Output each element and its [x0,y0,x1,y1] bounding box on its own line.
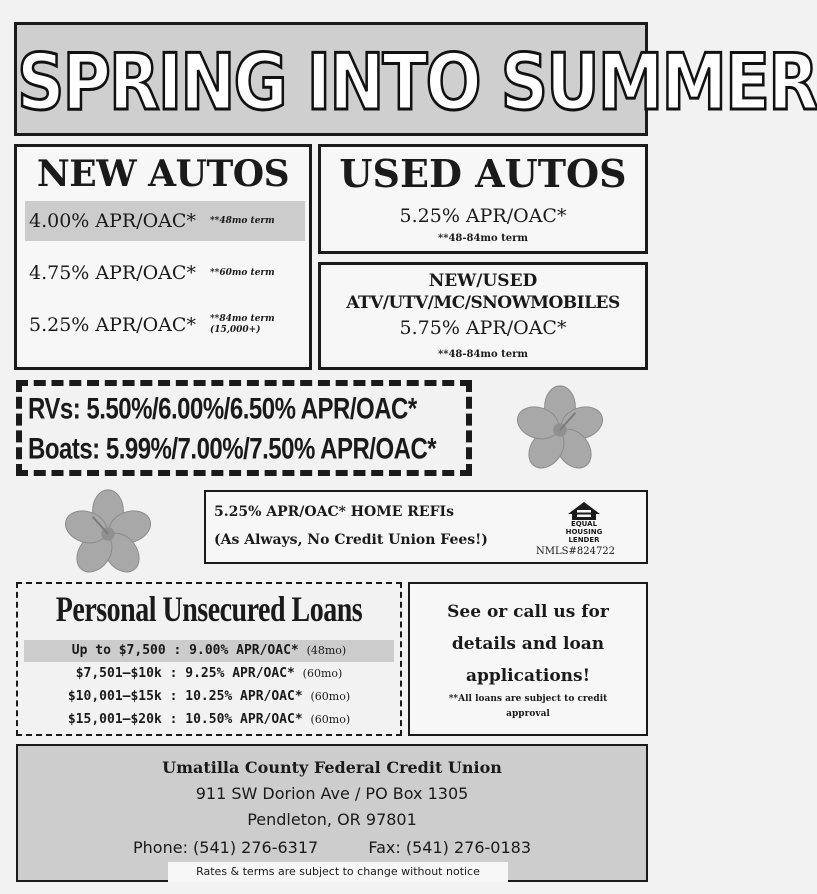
lender-logo-text: EQUAL HOUSING LENDER [565,520,603,544]
refi-rate: 5.25% APR/OAC* HOME REFIs [214,504,454,520]
used-autos-term: **48-84mo term [437,233,528,244]
call-us-line: applications! [465,666,591,686]
atv-rate: 5.75% APR/OAC* [399,317,567,339]
loan-term: (60mo) [310,713,351,726]
disclaimer-notice: Rates & terms are subject to change without notice [168,862,508,882]
call-us-box [408,582,648,736]
loan-row [24,663,394,685]
refi-note: (As Always, No Credit Union Fees!) [214,532,488,548]
term-amount: (15,000+) [209,325,261,335]
atv-title-line2: ATV/UTV/MC/SNOWMOBILES [346,293,620,313]
banner-title: SPRING INTO SUMMER [17,37,817,128]
rate-text: 4.00% APR/OAC* [29,210,196,232]
personal-loans-title: Personal Unsecured Loans [55,590,363,631]
call-us-line: See or call us for [447,602,609,622]
rate-text: 5.25% APR/OAC* [29,314,196,336]
phone-number: Phone: (541) 276-6317 [133,838,319,857]
new-auto-rate-row [25,303,305,347]
atv-box [318,262,648,370]
contact-numbers [18,838,646,857]
call-us-text [410,596,646,692]
loan-text: $7,501—$10k : 9.25% APR/OAC* [75,666,295,681]
approval-note-line: **All loans are subject to credit [448,694,608,704]
atv-title-line1: NEW/USED [428,271,538,291]
new-autos-title: NEW AUTOS [36,153,290,195]
rv-boats-box [16,380,472,476]
term-text: **48mo term [209,215,275,226]
loan-text: Up to $7,500 : 9.00% APR/OAC* [71,643,299,658]
new-auto-rate-row [25,201,305,241]
fax-number: Fax: (541) 276-0183 [368,838,531,857]
loan-term: (60mo) [310,690,351,703]
approval-note [410,692,646,722]
hibiscus-icon [510,382,610,478]
loan-row [24,686,394,708]
new-autos-box [14,144,312,370]
used-autos-title: USED AUTOS [339,151,627,196]
header-banner [14,22,817,136]
rv-rates: RVs: 5.50%/6.00%/6.50% APR/OAC* [28,392,417,426]
boat-rates: Boats: 5.99%/7.00%/7.50% APR/OAC* [28,432,437,466]
new-auto-rate-row [25,253,305,293]
used-autos-box [318,144,648,254]
used-autos-rate: 5.25% APR/OAC* [399,205,567,227]
term-line: **84mo term [209,314,275,324]
loan-text: $10,001—$15k : 10.25% APR/OAC* [67,689,303,704]
street-address: 911 SW Dorion Ave / PO Box 1305 [195,784,469,803]
personal-loans-box [16,582,402,736]
loan-row [24,640,394,662]
rate-text: 4.75% APR/OAC* [29,262,196,284]
loan-text: $15,001—$20k : 10.50% APR/OAC* [67,712,303,727]
call-us-line: details and loan [451,634,605,654]
atv-term: **48-84mo term [437,349,528,360]
loan-term: (60mo) [302,667,343,680]
approval-note-line: approval [506,709,550,719]
term-text: **60mo term [209,267,275,278]
term-text [210,314,275,336]
nmls-number: NMLS#824722 [536,546,616,557]
credit-union-name: Umatilla County Federal Credit Union [162,758,502,777]
footer-contact-box [16,744,648,882]
home-refi-box [204,490,648,564]
loan-term: (48mo) [306,644,347,657]
hibiscus-icon [58,486,158,582]
city-address: Pendleton, OR 97801 [247,810,417,829]
loan-row [24,709,394,731]
